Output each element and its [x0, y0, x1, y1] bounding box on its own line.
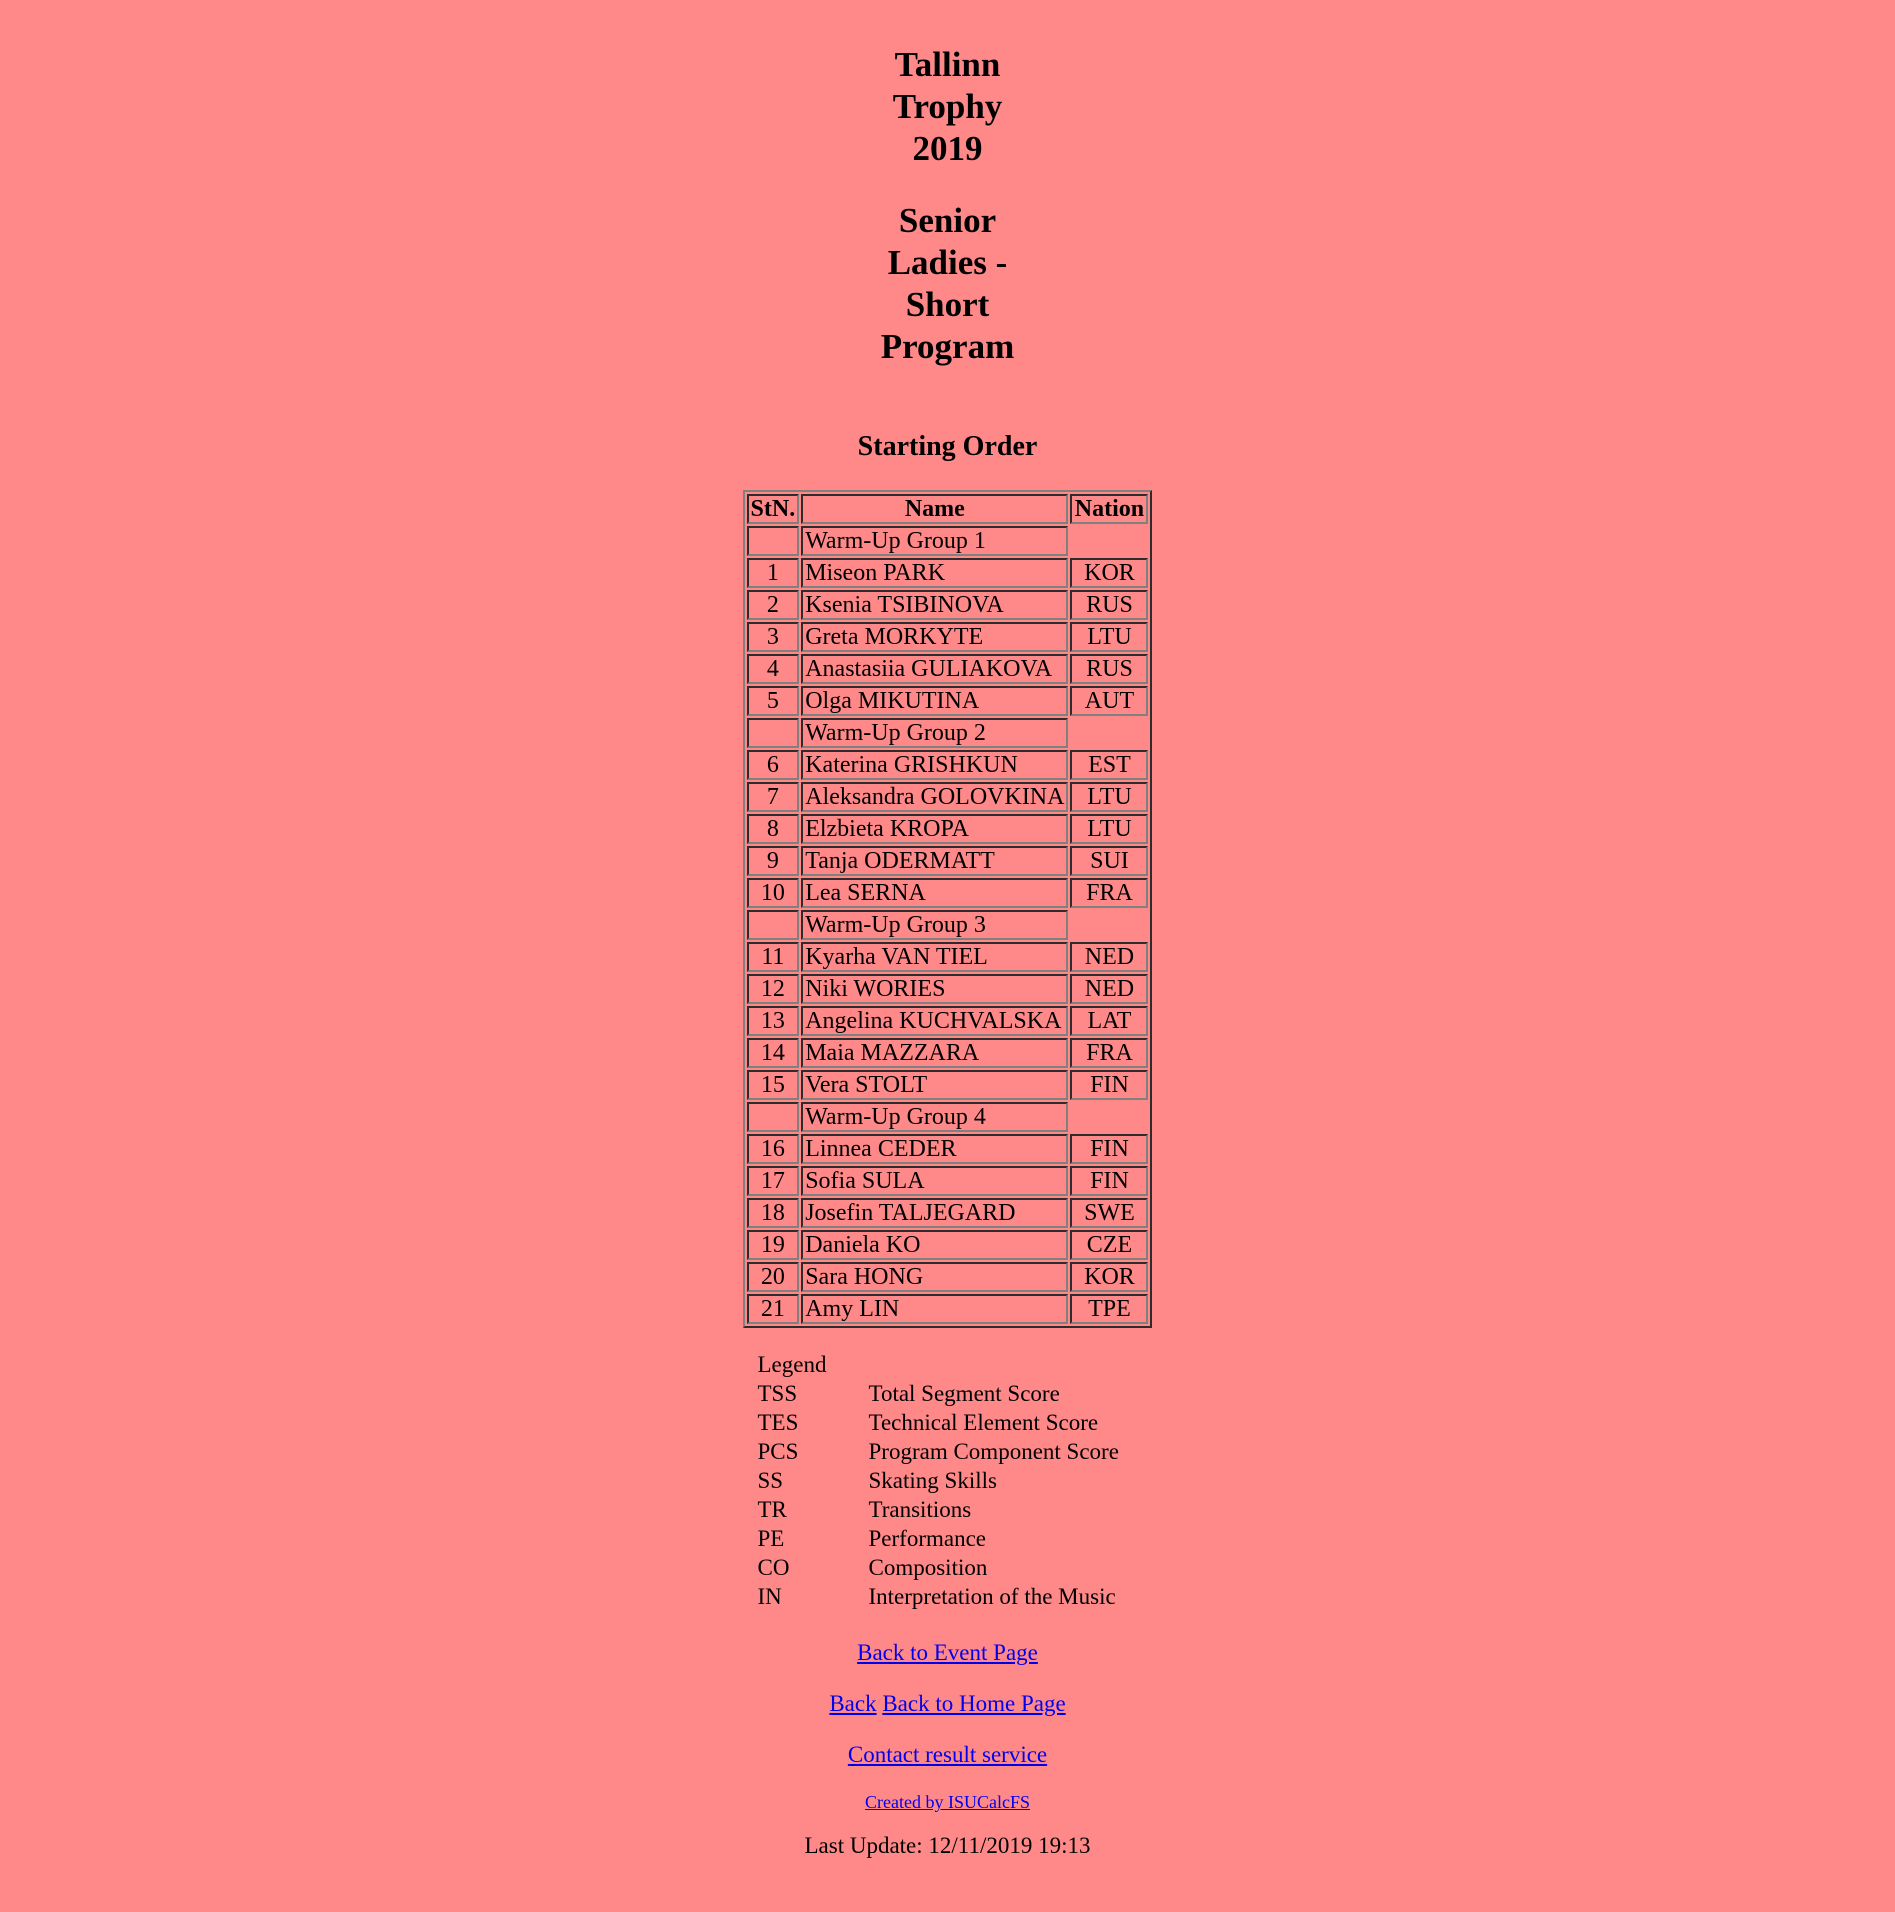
stn-cell: 10 — [747, 878, 800, 908]
table-row — [747, 974, 1149, 1004]
skater-name-cell: Lea SERNA — [801, 878, 1068, 908]
nation-cell: LTU — [1070, 622, 1148, 652]
starting-order-table — [743, 490, 1153, 1328]
stn-cell: 4 — [747, 654, 800, 684]
nation-cell — [1070, 910, 1148, 940]
stn-cell: 9 — [747, 846, 800, 876]
stn-cell: 3 — [747, 622, 800, 652]
header-name: Name — [801, 494, 1068, 524]
legend-desc: Performance — [868, 1526, 986, 1551]
skater-name-cell: Greta MORKYTE — [801, 622, 1068, 652]
table-row — [747, 1230, 1149, 1260]
legend-item — [758, 1524, 1158, 1553]
skater-name-cell: Josefin TALJEGARD — [801, 1198, 1068, 1228]
nation-cell: NED — [1070, 974, 1148, 1004]
nation-cell: FIN — [1070, 1134, 1148, 1164]
stn-cell — [747, 526, 800, 556]
legend-title: Legend — [757, 1352, 827, 1377]
header-nation: Nation — [1070, 494, 1148, 524]
legend-desc: Composition — [868, 1555, 988, 1580]
table-row — [747, 1294, 1149, 1324]
skater-name-cell: Niki WORIES — [801, 974, 1068, 1004]
stn-cell — [747, 718, 800, 748]
table-row — [747, 590, 1149, 620]
legend-abbr: TR — [757, 1497, 787, 1522]
legend-abbr: SS — [757, 1468, 784, 1493]
header-stn: StN. — [747, 494, 800, 524]
nation-cell: LTU — [1070, 782, 1148, 812]
legend-desc: Technical Element Score — [868, 1410, 1099, 1435]
nation-cell: CZE — [1070, 1230, 1148, 1260]
legend-desc: Program Component Score — [868, 1439, 1119, 1464]
stn-cell: 17 — [747, 1166, 800, 1196]
stn-cell: 6 — [747, 750, 800, 780]
skater-name-cell: Linnea CEDER — [801, 1134, 1068, 1164]
legend-desc: Interpretation of the Music — [868, 1584, 1116, 1609]
nation-cell: FIN — [1070, 1166, 1148, 1196]
skater-name-cell: Katerina GRISHKUN — [801, 750, 1068, 780]
segment-title: Senior Ladies - Short Program — [880, 201, 1015, 366]
legend-abbr: IN — [757, 1584, 782, 1609]
table-row — [747, 686, 1149, 716]
table-row — [747, 622, 1149, 652]
skater-name-cell: Daniela KO — [801, 1230, 1068, 1260]
nation-cell: FRA — [1070, 878, 1148, 908]
stn-cell: 19 — [747, 1230, 800, 1260]
legend-item — [758, 1582, 1158, 1611]
nation-cell: TPE — [1070, 1294, 1148, 1324]
table-row — [747, 878, 1149, 908]
legend-item — [758, 1408, 1158, 1437]
stn-cell: 16 — [747, 1134, 800, 1164]
legend-item — [758, 1495, 1158, 1524]
stn-cell: 1 — [747, 558, 800, 588]
legend-abbr: CO — [757, 1555, 790, 1580]
stn-cell: 20 — [747, 1262, 800, 1292]
skater-name-cell: Sofia SULA — [801, 1166, 1068, 1196]
table-row — [747, 750, 1149, 780]
table-row — [747, 1038, 1149, 1068]
nation-cell: NED — [1070, 942, 1148, 972]
warmup-group-row — [747, 526, 1149, 556]
stn-cell: 2 — [747, 590, 800, 620]
legend-desc: Skating Skills — [868, 1468, 997, 1493]
back-link[interactable]: Back — [829, 1691, 877, 1716]
stn-cell: 8 — [747, 814, 800, 844]
nation-cell: KOR — [1070, 558, 1148, 588]
table-row — [747, 1070, 1149, 1100]
warmup-group-label: Warm-Up Group 2 — [801, 718, 1068, 748]
legend-desc: Transitions — [868, 1497, 972, 1522]
skater-name-cell: Miseon PARK — [801, 558, 1068, 588]
table-row — [747, 814, 1149, 844]
table-header-row — [747, 494, 1149, 524]
table-row — [747, 1262, 1149, 1292]
skater-name-cell: Sara HONG — [801, 1262, 1068, 1292]
nation-cell — [1070, 718, 1148, 748]
legend-item — [758, 1466, 1158, 1495]
skater-name-cell: Maia MAZZARA — [801, 1038, 1068, 1068]
nation-cell — [1070, 526, 1148, 556]
skater-name-cell: Angelina KUCHVALSKA — [801, 1006, 1068, 1036]
table-row — [747, 558, 1149, 588]
legend-abbr: PE — [757, 1526, 785, 1551]
table-row — [747, 1166, 1149, 1196]
skater-name-cell: Tanja ODERMATT — [801, 846, 1068, 876]
nation-cell: SWE — [1070, 1198, 1148, 1228]
legend-item — [758, 1437, 1158, 1466]
skater-name-cell: Kyarha VAN TIEL — [801, 942, 1068, 972]
stn-cell: 13 — [747, 1006, 800, 1036]
stn-cell: 11 — [747, 942, 800, 972]
skater-name-cell: Anastasiia GULIAKOVA — [801, 654, 1068, 684]
legend-abbr: TES — [757, 1410, 799, 1435]
skater-name-cell: Aleksandra GOLOVKINA — [801, 782, 1068, 812]
warmup-group-row — [747, 910, 1149, 940]
nation-cell: AUT — [1070, 686, 1148, 716]
skater-name-cell: Vera STOLT — [801, 1070, 1068, 1100]
section-heading: Starting Order — [857, 431, 1038, 462]
stn-cell: 15 — [747, 1070, 800, 1100]
warmup-group-label: Warm-Up Group 1 — [801, 526, 1068, 556]
legend-items — [758, 1379, 1158, 1611]
created-by-link[interactable]: Created by ISUCalcFS — [865, 1792, 1030, 1812]
nation-cell: RUS — [1070, 590, 1148, 620]
warmup-group-row — [747, 718, 1149, 748]
stn-cell: 18 — [747, 1198, 800, 1228]
nation-cell: LTU — [1070, 814, 1148, 844]
stn-cell: 7 — [747, 782, 800, 812]
nation-cell: KOR — [1070, 1262, 1148, 1292]
nation-cell: FIN — [1070, 1070, 1148, 1100]
nation-cell: SUI — [1070, 846, 1148, 876]
table-body — [747, 526, 1149, 1324]
table-row — [747, 942, 1149, 972]
nation-cell: LAT — [1070, 1006, 1148, 1036]
stn-cell: 21 — [747, 1294, 800, 1324]
back-to-home-link[interactable]: Back to Home Page — [882, 1691, 1066, 1716]
warmup-group-label: Warm-Up Group 4 — [801, 1102, 1068, 1132]
back-to-event-link[interactable]: Back to Event Page — [857, 1640, 1038, 1665]
warmup-group-label: Warm-Up Group 3 — [801, 910, 1068, 940]
navigation-links — [0, 1627, 1895, 1780]
nation-cell: FRA — [1070, 1038, 1148, 1068]
contact-link[interactable]: Contact result service — [847, 1742, 1048, 1767]
skater-name-cell: Amy LIN — [801, 1294, 1068, 1324]
legend-abbr: TSS — [757, 1381, 798, 1406]
legend-abbr: PCS — [757, 1439, 799, 1464]
last-update: Last Update: 12/11/2019 19:13 — [804, 1833, 1091, 1858]
stn-cell: 5 — [747, 686, 800, 716]
nation-cell — [1070, 1102, 1148, 1132]
legend-desc: Total Segment Score — [868, 1381, 1060, 1406]
stn-cell: 14 — [747, 1038, 800, 1068]
table-row — [747, 1134, 1149, 1164]
nation-cell: RUS — [1070, 654, 1148, 684]
table-row — [747, 1198, 1149, 1228]
table-row — [747, 654, 1149, 684]
nation-cell: EST — [1070, 750, 1148, 780]
skater-name-cell: Elzbieta KROPA — [801, 814, 1068, 844]
event-title: Tallinn Trophy 2019 — [892, 45, 1003, 168]
table-row — [747, 846, 1149, 876]
stn-cell — [747, 1102, 800, 1132]
skater-name-cell: Olga MIKUTINA — [801, 686, 1068, 716]
stn-cell — [747, 910, 800, 940]
skater-name-cell: Ksenia TSIBINOVA — [801, 590, 1068, 620]
stn-cell: 12 — [747, 974, 800, 1004]
legend-item — [758, 1553, 1158, 1582]
table-row — [747, 1006, 1149, 1036]
table-row — [747, 782, 1149, 812]
legend-item — [758, 1379, 1158, 1408]
warmup-group-row — [747, 1102, 1149, 1132]
legend — [758, 1350, 1158, 1611]
